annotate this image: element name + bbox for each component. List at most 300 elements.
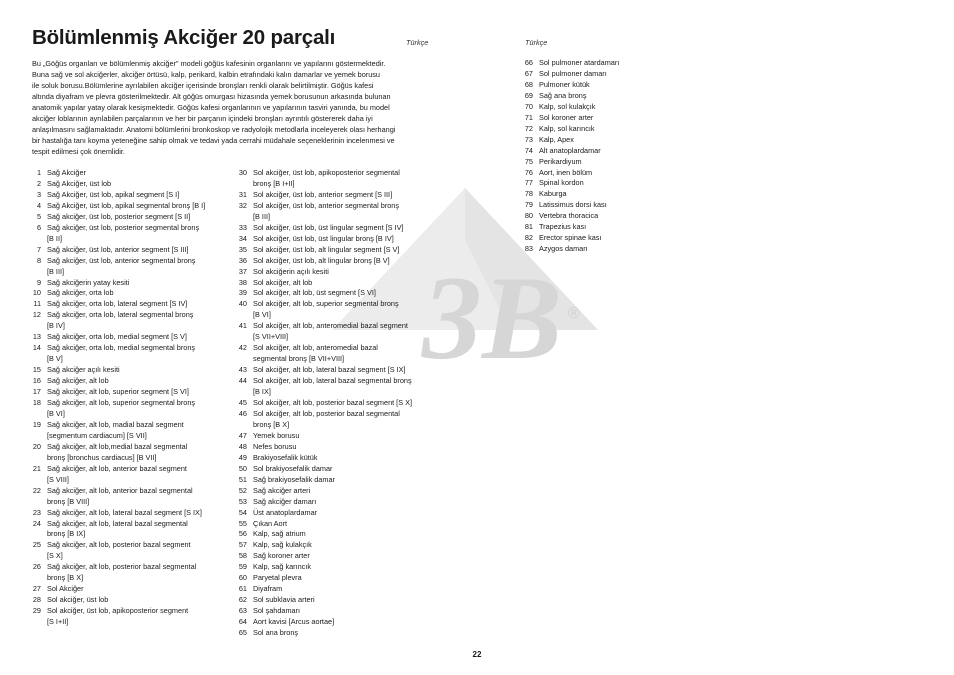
page-number: 22	[472, 650, 482, 659]
legend-item-label: Erector spinae kası	[539, 233, 602, 243]
legend-item-number: 54	[238, 507, 247, 517]
legend-item-label: Sol Akciğer	[47, 584, 84, 594]
legend-item-label: Kalp, sol kulakçık	[539, 101, 596, 111]
legend-item-label: Sol akciğer, alt lob, posterior bazal segmental	[253, 408, 400, 418]
legend-item-number: 36	[238, 255, 247, 265]
legend-item-number: 22	[32, 485, 41, 495]
legend-item-number	[24, 453, 47, 464]
legend-item	[516, 146, 619, 157]
legend-item-number: 9	[36, 277, 41, 287]
legend-item-label: Sağ akciğer arteri	[253, 485, 311, 495]
legend-item-label: Sol subklavia arteri	[253, 595, 315, 605]
legend-item-label: Latissimus dorsi kası	[539, 200, 607, 210]
legend-item-number: 33	[238, 222, 247, 232]
legend-item	[516, 69, 619, 80]
legend-item	[230, 475, 412, 486]
legend-item	[24, 387, 205, 398]
legend-item	[24, 234, 205, 245]
legend-item-label: Sol akciğer, alt lob, üst segment [S VI]	[253, 288, 376, 298]
intro-paragraph	[32, 59, 432, 158]
legend-item-label: Sağ akciğer, alt lob, lateral bazal segment [S IX]	[47, 507, 202, 517]
legend-item-number: 19	[32, 419, 41, 429]
legend-item	[230, 354, 412, 365]
legend-item-number: 41	[238, 321, 247, 331]
legend-item	[24, 190, 205, 201]
legend-item-label: Sağ akciğer, alt lob, anterior bazal segment	[47, 463, 187, 473]
legend-item-number: 43	[238, 365, 247, 375]
legend-item-label: Sol akciğer, alt lob, lateral bazal segment [S IX]	[253, 365, 406, 375]
legend-item-label: Azygos damarı	[539, 244, 588, 254]
legend-item	[24, 486, 205, 497]
legend-item	[24, 398, 205, 409]
legend-item	[516, 58, 619, 69]
legend-item-number	[230, 310, 253, 321]
legend-item-label: Sol brakiyosefalik damar	[253, 463, 333, 473]
legend-item	[516, 102, 619, 113]
legend-item-label: Sağ ana bronş	[539, 90, 587, 100]
legend-item-label: Sağ akciğer, üst lob, posterior segmental bronş	[47, 222, 200, 232]
legend-item-label: [S X]	[47, 551, 63, 561]
legend-item-number: 65	[238, 628, 247, 638]
legend-item	[24, 508, 205, 519]
legend-item	[24, 464, 205, 475]
legend-item-number: 11	[33, 299, 41, 309]
legend-item-number: 71	[524, 112, 533, 122]
legend-item-number	[24, 551, 47, 562]
legend-item	[230, 365, 412, 376]
legend-item	[230, 595, 412, 606]
intro-line: Bu „Göğüs organları ve bölümlenmiş akciğer" modeli göğüs kafesinin organlarını ve yapılarını göstermektedir.	[32, 59, 386, 68]
legend-item	[516, 91, 619, 102]
legend-item-number	[24, 321, 47, 332]
legend-item	[516, 222, 619, 233]
legend-item-number	[230, 179, 253, 190]
intro-line: akciğer loblarının ayrılabilen parçalarının ve her bir parçanın içindeki bronşları ayrıntılı göstererek daha iyi	[32, 113, 373, 123]
legend-item-number: 12	[32, 310, 41, 320]
svg-text:3B: 3B	[422, 251, 563, 384]
legend-item-label: bronş [B VIII]	[47, 496, 90, 506]
legend-item	[230, 508, 412, 519]
legend-item-label: Sağ Akciğer, üst lob	[47, 178, 112, 188]
legend-item-number: 24	[32, 518, 41, 528]
legend-item-number: 40	[238, 299, 247, 309]
legend-item-number: 6	[36, 222, 41, 232]
legend-item	[24, 519, 205, 530]
legend-item-number	[24, 529, 47, 540]
legend-item-label: Brakiyosefalik kütük	[253, 452, 318, 462]
legend-item	[230, 562, 412, 573]
legend-item	[516, 233, 619, 244]
legend-item-label: Diyafram	[253, 584, 283, 594]
legend-item-number: 58	[238, 551, 247, 561]
legend-item-label: Sol akciğer, üst lob, anterior segmental bronş	[253, 200, 400, 210]
legend-item-number: 57	[238, 540, 247, 550]
legend-item-label: Vertebra thoracica	[539, 211, 599, 221]
legend-item-number: 18	[32, 398, 41, 408]
legend-item	[230, 628, 412, 639]
legend-item-label: Sağ akciğer, alt lob,medial bazal segmental	[47, 441, 188, 451]
legend-item	[230, 376, 412, 387]
legend-item-label: Sağ akciğer, alt lob, posterior bazal segment	[47, 540, 191, 550]
legend-item-label: Sağ Akciğer, üst lob, apikal segmental bronş [B I]	[47, 200, 206, 210]
legend-item-number: 73	[524, 134, 533, 144]
legend-item	[24, 299, 205, 310]
legend-item	[516, 157, 619, 168]
legend-item-label: Sol akciğer, alt lob, posterior bazal segment [S X]	[253, 398, 412, 408]
legend-item-label: Sol akciğer, alt lob, superior segmental bronş	[253, 299, 399, 309]
legend-item	[516, 200, 619, 211]
legend-item	[230, 201, 412, 212]
legend-item-label: [segmentum cardiacum] [S VII]	[47, 430, 147, 440]
legend-item	[516, 168, 619, 179]
legend-item	[24, 420, 205, 431]
legend-item	[516, 189, 619, 200]
legend-column-2	[230, 168, 412, 639]
legend-item-label: Sağ koroner arter	[253, 551, 310, 561]
legend-item	[230, 617, 412, 628]
legend-item-label: Sağ akciğer, alt lob, superior segmental bronş	[47, 398, 196, 408]
legend-item	[24, 453, 205, 464]
legend-item-label: Sol akciğer, üst lob, apikoposterior segmental	[253, 168, 400, 177]
legend-item-number: 80	[524, 211, 533, 221]
legend-item	[516, 178, 619, 189]
legend-item	[230, 442, 412, 453]
legend-item	[230, 529, 412, 540]
intro-line: ile soluk borusu.Bölümlerine ayrılabilen akciğer içerisinde bronşları renkli olarak belirtilmiştir. Göğüs kafesi	[32, 80, 374, 90]
legend-item-label: segmental bronş [B VII+VIII]	[253, 354, 345, 364]
legend-item-number: 27	[32, 584, 41, 594]
legend-item-number	[230, 354, 253, 365]
legend-item-number: 74	[524, 145, 533, 155]
intro-line: Buna sağ ve sol akciğerler, akciğer örtüsü, kalp, perikard, kalbin etrafındaki kalın damarlar ve yemek borusu	[32, 69, 380, 79]
legend-item-label: Alt anatoplardamar	[539, 145, 601, 155]
legend-item-label: [S I+II]	[47, 617, 69, 627]
legend-item-label: [B III]	[253, 211, 271, 221]
legend-item-number: 3	[36, 189, 41, 199]
legend-item	[24, 365, 205, 376]
legend-item-label: Yemek borusu	[253, 430, 300, 440]
legend-item	[230, 278, 412, 289]
legend-item-number: 45	[238, 398, 247, 408]
legend-item	[24, 288, 205, 299]
legend-item	[24, 179, 205, 190]
legend-item-number	[230, 387, 253, 398]
legend-item-number: 56	[238, 529, 247, 539]
legend-item-label: Sol koroner arter	[539, 112, 594, 122]
legend-item-label: [S VIII]	[47, 474, 69, 484]
legend-item-label: Sol akciğer, alt lob, anteromedial bazal segment	[253, 321, 408, 331]
legend-item-label: bronş [bronchus cardiacus] [B VII]	[47, 452, 157, 462]
legend-item-number: 70	[524, 101, 533, 111]
legend-item	[230, 168, 412, 179]
legend-column-3	[516, 58, 619, 255]
legend-item-label: Sol pulmoner damarı	[539, 68, 607, 78]
legend-item-number: 29	[32, 606, 41, 616]
intro-line: anatomik yapılar yatay olarak kesişmektedir. Göğüs kafesi organlarının ve yapılarının tasviri yanında, bu model	[32, 102, 390, 112]
legend-item-label: Sol akciğer, üst lob, üst lingular segment [S IV]	[253, 222, 404, 232]
legend-item-label: Kalp, sağ kulakçık	[253, 540, 312, 550]
legend-item-number: 48	[238, 441, 247, 451]
legend-item	[230, 464, 412, 475]
legend-item	[230, 420, 412, 431]
legend-item	[230, 299, 412, 310]
legend-item-number: 8	[36, 255, 41, 265]
legend-item	[24, 245, 205, 256]
language-label: Türkçe	[406, 38, 429, 47]
legend-item-label: Sağ Akciğer, üst lob, apikal segment [S I]	[47, 189, 180, 199]
legend-item-label: Sol akciğer, alt lob, anteromedial bazal	[253, 343, 378, 353]
legend-item-label: Sağ akciğer açılı kesiti	[47, 365, 120, 375]
legend-item	[230, 519, 412, 530]
legend-item-number: 53	[238, 496, 247, 506]
legend-item	[230, 288, 412, 299]
legend-item	[24, 551, 205, 562]
legend-item	[516, 211, 619, 222]
legend-item-label: Sol akciğer, üst lob, anterior segment [S III]	[253, 189, 393, 199]
legend-item-number: 38	[238, 277, 247, 287]
legend-item-label: Sol pulmoner atardamarı	[539, 58, 620, 67]
legend-item-label: [B VI]	[47, 408, 65, 418]
legend-item-number: 44	[238, 376, 247, 386]
legend-item	[24, 376, 205, 387]
legend-item-label: Sol akciğer, üst lob, alt lingular segment [S V]	[253, 244, 400, 254]
legend-item-number: 20	[32, 441, 41, 451]
legend-item-number: 23	[32, 507, 41, 517]
legend-item	[516, 113, 619, 124]
legend-item-number: 10	[32, 288, 41, 298]
legend-item	[24, 584, 205, 595]
legend-item	[230, 453, 412, 464]
legend-item-number: 39	[238, 288, 247, 298]
legend-item	[24, 573, 205, 584]
legend-item-label: [B II]	[47, 233, 63, 243]
legend-item-label: Paryetal plevra	[253, 573, 302, 583]
legend-item	[516, 124, 619, 135]
legend-item-label: Sağ akciğer, üst lob, posterior segment [S II]	[47, 211, 191, 221]
legend-item-number: 50	[238, 463, 247, 473]
legend-item-number	[24, 573, 47, 584]
legend-item-number: 46	[238, 408, 247, 418]
legend-item-label: [B III]	[47, 266, 65, 276]
legend-item-label: bronş [B X]	[253, 419, 290, 429]
legend-item	[24, 321, 205, 332]
legend-item	[230, 332, 412, 343]
intro-line: bir hastalığa tanı koyma yeteneğine sahip olmak ve tedavi yada cerrahi müdahale seçeneklerinin incelenmesi ve	[32, 135, 395, 145]
legend-item	[24, 223, 205, 234]
legend-item	[24, 343, 205, 354]
legend-item-number: 42	[238, 343, 247, 353]
legend-item-label: Sağ akciğer, orta lob, medial segmental bronş	[47, 343, 196, 353]
legend-item-number: 79	[524, 200, 533, 210]
legend-item	[24, 442, 205, 453]
legend-item-number: 13	[32, 332, 41, 342]
legend-item	[24, 212, 205, 223]
legend-item-label: Sağ akciğer, orta lob, lateral segmental bronş	[47, 310, 194, 320]
legend-item	[230, 551, 412, 562]
legend-item	[24, 267, 205, 278]
legend-item-number: 21	[32, 463, 41, 473]
legend-item-number: 55	[238, 518, 247, 528]
legend-item	[230, 431, 412, 442]
legend-item-number	[24, 354, 47, 365]
legend-item	[230, 387, 412, 398]
legend-item-number: 14	[32, 343, 41, 353]
legend-item-number	[24, 234, 47, 245]
legend-item-label: Aort kavisi [Arcus aortae]	[253, 617, 335, 627]
legend-item	[516, 80, 619, 91]
legend-item-number: 62	[238, 595, 247, 605]
legend-item-label: Sağ akciğer, alt lob, anterior bazal segmental	[47, 485, 193, 495]
intro-line: anlaşılmasını sağlamaktadır. Anatomi bölümlerini bronkoskop ve radyolojik metodlarla inceleyerek olası herhangi	[32, 124, 396, 134]
legend-item-label: Sol akciğer, alt lob	[253, 277, 313, 287]
legend-item	[230, 486, 412, 497]
legend-item	[24, 354, 205, 365]
legend-item-label: Sol akciğer, üst lob, üst lingular bronş [B IV]	[253, 233, 394, 243]
legend-item-number	[24, 475, 47, 486]
legend-item-label: [B V]	[47, 354, 63, 364]
legend-item-label: [B IX]	[253, 387, 271, 397]
legend-item-label: Sağ akciğer, orta lob, medial segment [S V]	[47, 332, 187, 342]
legend-item-number: 77	[524, 178, 533, 188]
legend-column-1	[24, 168, 205, 628]
legend-item-number	[24, 497, 47, 508]
legend-item	[230, 190, 412, 201]
legend-item-label: Trapezius kası	[539, 222, 587, 232]
legend-item-number: 72	[524, 123, 533, 133]
legend-item	[230, 606, 412, 617]
page-title: Bölümlenmiş Akciğer 20 parçalı	[32, 26, 336, 49]
legend-item	[24, 201, 205, 212]
legend-item	[24, 617, 205, 628]
legend-item-number: 60	[238, 573, 247, 583]
legend-item-label: Sağ akciğer, alt lob, madial bazal segment	[47, 419, 184, 429]
legend-item-number: 61	[238, 584, 247, 594]
legend-item-number: 26	[32, 562, 41, 572]
legend-item	[230, 179, 412, 190]
legend-item	[230, 497, 412, 508]
legend-item-number	[230, 332, 253, 343]
legend-item-label: Sağ brakiyosefalik damar	[253, 474, 335, 484]
legend-item-number: 5	[36, 211, 41, 221]
legend-item-label: Kaburga	[539, 189, 567, 199]
legend-item-label: Sağ Akciğer	[47, 168, 86, 177]
intro-line: altında diyafram ve plevra gösterilmektedir. Alt göğüs omurgası hizasında yemek borusunun arkasında bulunan	[32, 91, 391, 101]
legend-item-number: 7	[36, 244, 41, 254]
legend-item-label: Sağ akciğer damarı	[253, 496, 317, 506]
legend-item	[230, 256, 412, 267]
legend-item-label: Sol akciğer, alt lob, lateral bazal segmental bronş	[253, 376, 412, 386]
svg-text:®: ®	[568, 305, 580, 322]
legend-item-label: [B IV]	[47, 321, 65, 331]
legend-item-label: Sağ akciğerin yatay kesiti	[47, 277, 130, 287]
legend-item-number: 51	[238, 474, 247, 484]
legend-item	[230, 409, 412, 420]
legend-item	[230, 321, 412, 332]
legend-item-number	[230, 212, 253, 223]
legend-item-number: 15	[32, 365, 41, 375]
legend-item-number: 66	[524, 58, 533, 67]
legend-item-number: 47	[238, 430, 247, 440]
legend-item-label: Kalp, sağ karıncık	[253, 562, 311, 572]
legend-item	[24, 595, 205, 606]
legend-item-number: 34	[238, 233, 247, 243]
legend-item-number	[24, 431, 47, 442]
legend-item	[230, 234, 412, 245]
legend-item	[230, 540, 412, 551]
legend-item	[230, 267, 412, 278]
legend-item-label: Sol akciğer, üst lob	[47, 595, 109, 605]
legend-item-number: 76	[524, 167, 533, 177]
legend-item-number: 82	[524, 233, 533, 243]
legend-item-number: 49	[238, 452, 247, 462]
legend-item	[230, 573, 412, 584]
legend-item-label: Sağ akciğer, üst lob, anterior segmental bronş	[47, 255, 196, 265]
legend-item	[24, 540, 205, 551]
legend-item-number: 35	[238, 244, 247, 254]
legend-item-number: 68	[524, 79, 533, 89]
legend-item-label: Perikardiyum	[539, 156, 582, 166]
legend-item-label: bronş [B IX]	[47, 529, 86, 539]
legend-item-number: 32	[238, 200, 247, 210]
legend-item-label: Sol akciğer, üst lob, alt lingular bronş [B V]	[253, 255, 390, 265]
legend-item-number: 52	[238, 485, 247, 495]
legend-item-label: Pulmoner kütük	[539, 79, 590, 89]
legend-item	[24, 497, 205, 508]
legend-item-label: Sağ akciğer, orta lob	[47, 288, 114, 298]
legend-item-number: 30	[238, 168, 247, 177]
legend-item-label: Kalp, sol karıncık	[539, 123, 595, 133]
legend-item-number: 83	[524, 244, 533, 254]
legend-item-number: 75	[524, 156, 533, 166]
legend-item-number	[230, 420, 253, 431]
legend-item-number: 78	[524, 189, 533, 199]
legend-item	[24, 431, 205, 442]
legend-item	[24, 310, 205, 321]
legend-item	[230, 310, 412, 321]
legend-item-label: Sol şahdamarı	[253, 606, 301, 616]
legend-item-number: 81	[524, 222, 533, 232]
intro-line: tespit edilmesi çok önemlidir.	[32, 146, 125, 156]
legend-item	[24, 529, 205, 540]
legend-item-number: 69	[524, 90, 533, 100]
legend-item-label: Sol akciğer, üst lob, apikoposterior segment	[47, 606, 189, 616]
legend-item-number: 28	[32, 595, 41, 605]
legend-item	[24, 168, 205, 179]
legend-item	[516, 135, 619, 146]
legend-item-label: Nefes borusu	[253, 441, 297, 451]
legend-item-label: Sağ akciğer, alt lob, posterior bazal segmental	[47, 562, 197, 572]
legend-item	[24, 256, 205, 267]
legend-item-number: 63	[238, 606, 247, 616]
legend-item-label: bronş [B X]	[47, 573, 84, 583]
legend-item-label: Sağ akciğer, alt lob, superior segment [S VI]	[47, 387, 189, 397]
legend-item-label: bronş [B I+II]	[253, 178, 295, 188]
legend-item	[230, 343, 412, 354]
legend-item-label: Üst anatoplardamar	[253, 507, 318, 517]
legend-item	[24, 475, 205, 486]
legend-item-number: 17	[32, 387, 41, 397]
legend-item-number: 67	[524, 68, 533, 78]
legend-item	[24, 606, 205, 617]
legend-item	[230, 212, 412, 223]
legend-item-number: 2	[36, 178, 41, 188]
legend-item-label: Sağ akciğer, orta lob, lateral segment [S IV]	[47, 299, 188, 309]
legend-item-number: 64	[238, 617, 247, 627]
legend-item-label: Sol akciğerin açılı kesiti	[253, 266, 329, 276]
legend-item-label: [B VI]	[253, 310, 271, 320]
legend-item-label: Aort, inen bölüm	[539, 167, 593, 177]
legend-item-number: 37	[238, 266, 247, 276]
